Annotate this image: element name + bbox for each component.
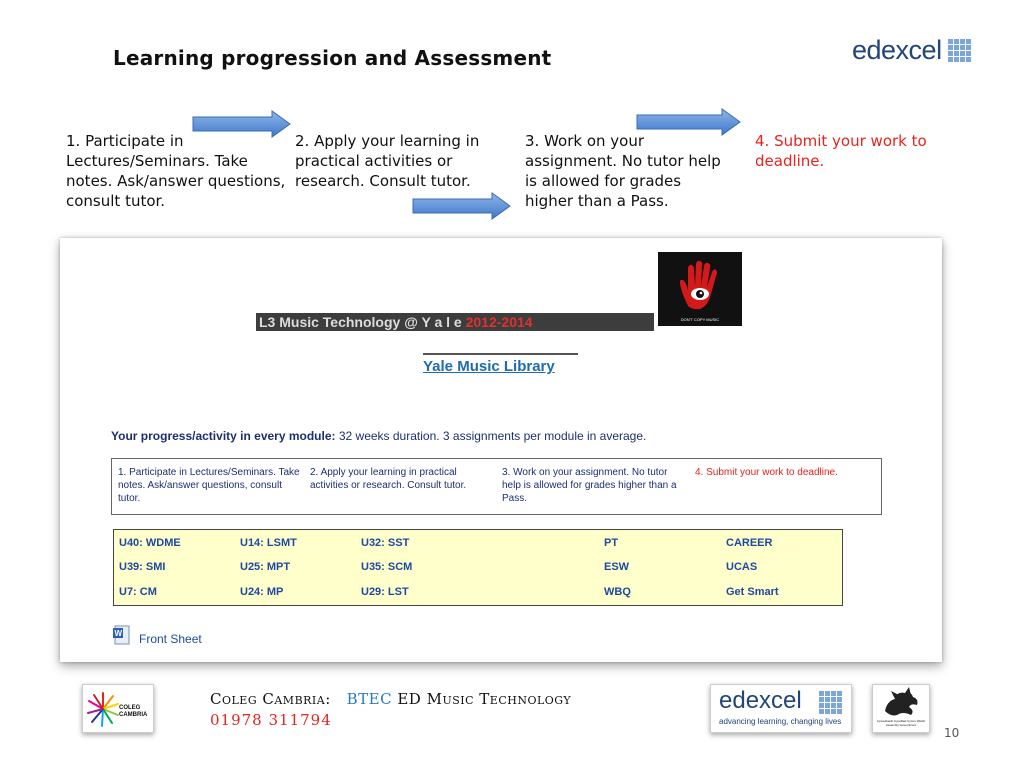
right-arrow-icon	[192, 110, 292, 138]
welsh-government-text: Llywodraeth Cynulliad Cymru Welsh Assembly Government	[876, 719, 926, 727]
coleg-cambria-logo	[82, 684, 154, 733]
cambria-logo-text: COLEG CAMBRIA	[119, 705, 148, 718]
red-hand-icon	[658, 254, 742, 316]
progress-heading	[111, 429, 646, 443]
edexcel-logo	[852, 34, 971, 66]
progress-text: 32 weeks duration. 3 assignments per module in average.	[335, 429, 647, 443]
edexcel-logo-text: edexcel	[852, 34, 942, 65]
footer-course-title	[210, 690, 571, 708]
footer-college: Coleg Cambria:	[210, 690, 331, 708]
step-2-text: 2. Apply your learning in practical activities or research. Consult tutor.	[295, 132, 480, 190]
divider	[423, 353, 578, 355]
box-step-1: 1. Participate in Lectures/Seminars. Take notes. Ask/answer questions, consult tutor.	[118, 467, 300, 504]
edexcel-dots-icon	[948, 39, 971, 62]
banner-years: 2012-2014	[465, 314, 533, 330]
progress-label: Your progress/activity in every module:	[111, 429, 336, 443]
progress-steps-box	[111, 458, 882, 515]
unit-link[interactable]: U14: LSMT	[240, 537, 297, 549]
edexcel-footer-text: edexcel	[719, 687, 802, 714]
step-1-text: 1. Participate in Lectures/Seminars. Take notes. Ask/answer questions, consult tutor.	[66, 132, 286, 210]
unit-link[interactable]: ESW	[604, 561, 630, 573]
unit-link[interactable]: U39: SMI	[119, 561, 166, 573]
units-table	[113, 529, 843, 606]
unit-link[interactable]: U40: WDME	[119, 537, 181, 549]
step-4-text: 4. Submit your work to deadline.	[755, 132, 927, 170]
edexcel-tagline: advancing learning, changing lives	[719, 717, 842, 726]
word-document-icon[interactable]	[113, 625, 131, 645]
unit-link[interactable]: U29: LST	[361, 586, 409, 598]
right-arrow-icon	[636, 108, 742, 136]
badge-text: DON'T COPY MUSIC	[680, 317, 720, 322]
footer-btec: BTEC	[346, 690, 393, 708]
unit-link[interactable]: WBQ	[604, 586, 631, 598]
box-step-4: 4. Submit your work to deadline.	[695, 467, 838, 478]
unit-link[interactable]: U32: SST	[361, 537, 410, 549]
slide-title: Learning progression and Assessment	[113, 46, 552, 70]
svg-text:W: W	[114, 629, 123, 638]
unit-link[interactable]: U35: SCM	[361, 561, 413, 573]
welsh-government-logo	[872, 684, 930, 733]
page-number: 10	[944, 726, 960, 740]
right-arrow-icon	[412, 192, 512, 220]
unit-link[interactable]: U24: MP	[240, 586, 284, 598]
box-step-3: 3. Work on your assignment. No tutor help is allowed for grades higher than a Pass.	[502, 467, 677, 504]
unit-link[interactable]: CAREER	[726, 537, 773, 549]
music-library-link[interactable]: Yale Music Library	[423, 358, 555, 375]
unit-link[interactable]: Get Smart	[726, 586, 779, 598]
front-sheet-link[interactable]: Front Sheet	[139, 632, 202, 646]
welsh-dragon-icon	[873, 685, 929, 719]
footer-phone: 01978 311794	[210, 711, 332, 729]
unit-link[interactable]: U7: CM	[119, 586, 157, 598]
dont-copy-music-badge	[658, 252, 742, 326]
edexcel-footer-logo	[710, 684, 852, 733]
unit-link[interactable]: UCAS	[726, 561, 758, 573]
cambria-burst-icon	[85, 689, 121, 729]
edexcel-dots-icon	[819, 691, 842, 714]
unit-link[interactable]: U25: MPT	[240, 561, 291, 573]
box-step-2: 2. Apply your learning in practical activities or research. Consult tutor.	[310, 467, 467, 491]
step-3-text: 3. Work on your assignment. No tutor help is allowed for grades higher than a Pass.	[525, 132, 721, 210]
site-banner	[256, 313, 654, 331]
banner-title: L3 Music Technology @ Y a l e	[259, 314, 466, 330]
unit-link[interactable]: PT	[604, 537, 619, 549]
footer-course: ED Music Technology	[397, 690, 572, 708]
